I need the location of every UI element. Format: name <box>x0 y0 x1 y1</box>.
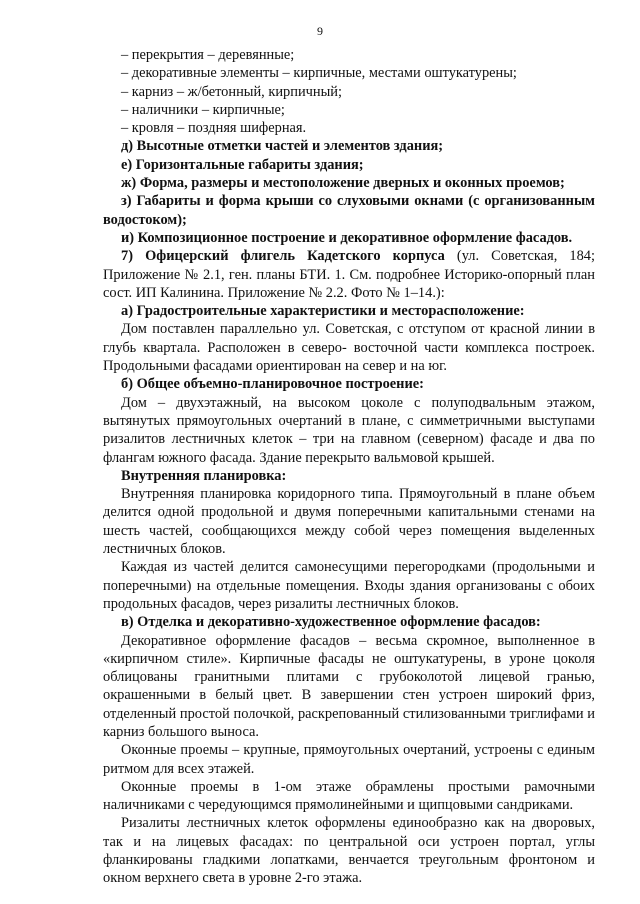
paragraph-layout-2: Каждая из частей делится самонесущими перегородками (продольными и поперечными) на отдельные помещения. Входы здания организованы с обоих продольных фасадов, через ризалиты лестничных блоков. <box>103 559 595 612</box>
heading-heights: д) Высотные отметки частей и элементов здания; <box>121 138 444 155</box>
paragraph-facade-2: Оконные проемы – крупные, прямоугольных очертаний, устроены с единым ритмом для всех этажей. <box>103 742 595 777</box>
heading-roof: з) Габариты и форма крыши со слуховыми окнами (с организованным водостоком); <box>103 193 595 228</box>
section-7-intro <box>103 247 595 302</box>
heading-composition: и) Композиционное построение и декоративное оформление фасадов. <box>121 229 573 246</box>
heading-urban-characteristics: а) Градостроительные характеристики и месторасположение: <box>121 303 525 320</box>
page-number: 9 <box>317 24 323 38</box>
heading-volume-planning: б) Общее объемно-планировочное построение: <box>121 376 424 393</box>
list-item: – наличники – кирпичные; <box>121 101 285 118</box>
paragraph-facade-3: Оконные проемы в 1-ом этаже обрамлены простыми рамочными наличниками с чередующимся прямолинейными и щипцовыми сандриками. <box>103 778 595 814</box>
heading-facade-decoration: в) Отделка и декоративно-художественное оформление фасадов: <box>121 614 541 631</box>
section-7-title: 7) Офицерский флигель Кадетского корпуса <box>121 248 445 265</box>
list-item: – перекрытия – деревянные; <box>121 47 295 63</box>
document-body <box>103 46 595 888</box>
paragraph-volume: Дом – двухэтажный, на высоком цоколе с полуподвальным этажом, вытянутых прямоугольных очертаний в плане, с симметричными выступами ризалитов лестничных клеток – три на главном (северном) фасаде и два по флангам южного фасада. Здание перекрыто вальмовой крышей. <box>103 394 595 466</box>
paragraph-layout-1: Внутренняя планировка коридорного типа. Прямоугольный в плане объем делится одной продольной и двумя поперечными капитальными стенами на шесть частей, сообщающихся между собой через помещения выделенных лестничных блоков. <box>103 486 595 558</box>
paragraph-facade-1: Декоративное оформление фасадов – весьма скромное, выполненное в «кирпичном стиле». Кирпичные фасады не оштукатурены, в уроне цоколя облицованы гранитными плитами с грубоколотой лицевой гранью, окрашенными в белый цвет. В завершении стен устроен широкий фриз, отделенный простой полочкой, раскрепованный стилизованными триглифами и карниз большого выноса. <box>103 632 595 740</box>
paragraph-facade-4: Ризалиты лестничных клеток оформлены единообразно как на дворовых, так и на лицевых фасадах: по центральной оси устроен портал, углы фланкированы гладкими лопатками, венчается треугольным фронтоном и окном верхнего света в уровне 2-го этажа. <box>103 815 595 887</box>
heading-dimensions: е) Горизонтальные габариты здания; <box>121 156 364 173</box>
materials-list <box>103 46 595 137</box>
section-7-reference: (ул. Советская, 184; Приложение № 2.1, ген. планы БТИ. 1. См. подробнее Историко-опорный план сост. ИП Калинина. Приложение № 2.2. Фото № 1–14.): <box>103 248 595 301</box>
heading-openings: ж) Форма, размеры и местоположение дверных и оконных проемов; <box>121 175 565 192</box>
list-item: – карниз – ж/бетонный, кирпичный; <box>121 83 342 100</box>
heading-internal-layout: Внутренняя планировка: <box>121 467 287 484</box>
paragraph-location: Дом поставлен параллельно ул. Советская, с отступом от красной линии в глубь квартала. Расположен в северо- восточной части комплекса построек. Продольными фасадами ориентирован на север и на юг. <box>103 321 595 375</box>
list-item: – кровля – поздняя шиферная. <box>121 120 307 137</box>
list-item: – декоративные элементы – кирпичные, местами оштукатурены; <box>121 65 517 82</box>
